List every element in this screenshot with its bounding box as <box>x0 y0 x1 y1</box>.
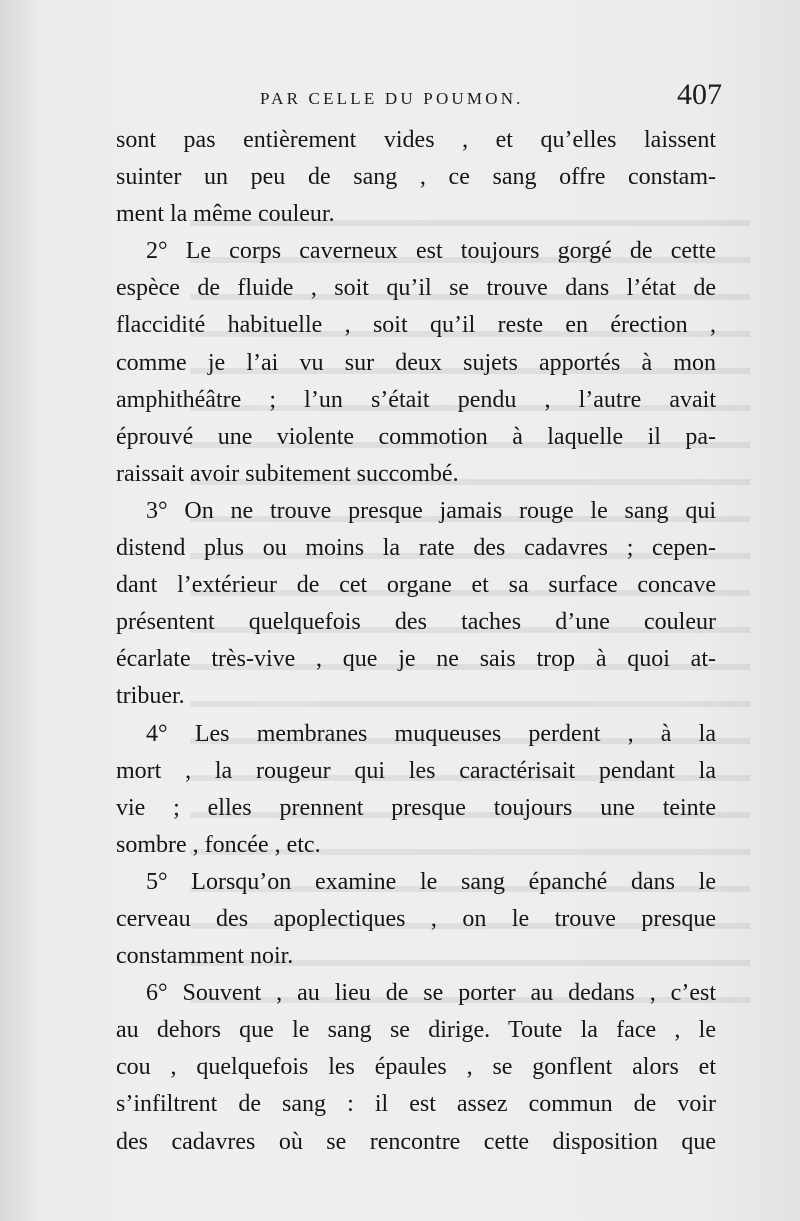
text-line: présentent quelquefois des taches d’une couleur <box>116 609 716 636</box>
page-header <box>116 78 722 118</box>
text-line: sombre , foncée , etc. <box>116 831 321 858</box>
text-line: cerveau des apoplectiques , on le trouve presque <box>116 905 716 932</box>
text-line: 3° On ne trouve presque jamais rouge le sang qui <box>146 497 716 524</box>
text-line: éprouvé une violente commotion à laquelle il pa- <box>116 423 716 450</box>
text-line: 4° Les membranes muqueuses perdent , à la <box>146 720 716 747</box>
text-line: mort , la rougeur qui les caractérisait pendant la <box>116 757 716 784</box>
text-line: constamment noir. <box>116 943 294 970</box>
page-number: 407 <box>677 78 722 111</box>
text-line: amphithéâtre ; l’un s’était pendu , l’autre avait <box>116 386 716 413</box>
text-line: écarlate très-vive , que je ne sais trop à quoi at- <box>116 646 716 673</box>
text-line: dant l’extérieur de cet organe et sa surface concave <box>116 572 716 599</box>
text-line: des cadavres où se rencontre cette disposition que <box>116 1128 716 1155</box>
text-line: comme je l’ai vu sur deux sujets apportés à mon <box>116 349 716 376</box>
text-line: cou , quelquefois les épaules , se gonflent alors et <box>116 1054 716 1081</box>
text-line: vie ; elles prennent presque toujours une teinte <box>116 794 716 821</box>
text-line: distend plus ou moins la rate des cadavres ; cepen- <box>116 535 716 562</box>
text-line: tribuer. <box>116 683 185 710</box>
text-line: ment la même couleur. <box>116 201 335 228</box>
text-line: 6° Souvent , au lieu de se porter au dedans , c’est <box>146 980 716 1007</box>
running-head: PAR CELLE DU POUMON. <box>260 89 524 108</box>
text-line: raissait avoir subitement succombé. <box>116 460 459 487</box>
body-text <box>116 122 716 1161</box>
text-line: au dehors que le sang se dirige. Toute la face , le <box>116 1017 716 1044</box>
text-line: suinter un peu de sang , ce sang offre constam- <box>116 164 716 191</box>
text-line: s’infiltrent de sang : il est assez commun de voir <box>116 1091 716 1118</box>
text-line: flaccidité habituelle , soit qu’il reste en érection , <box>116 312 716 339</box>
text-line: sont pas entièrement vides , et qu’elles laissent <box>116 127 716 153</box>
text-line: 2° Le corps caverneux est toujours gorgé de cette <box>146 238 716 265</box>
text-line: espèce de fluide , soit qu’il se trouve dans l’état de <box>116 275 716 302</box>
text-line: 5° Lorsqu’on examine le sang épanché dans le <box>146 868 716 895</box>
